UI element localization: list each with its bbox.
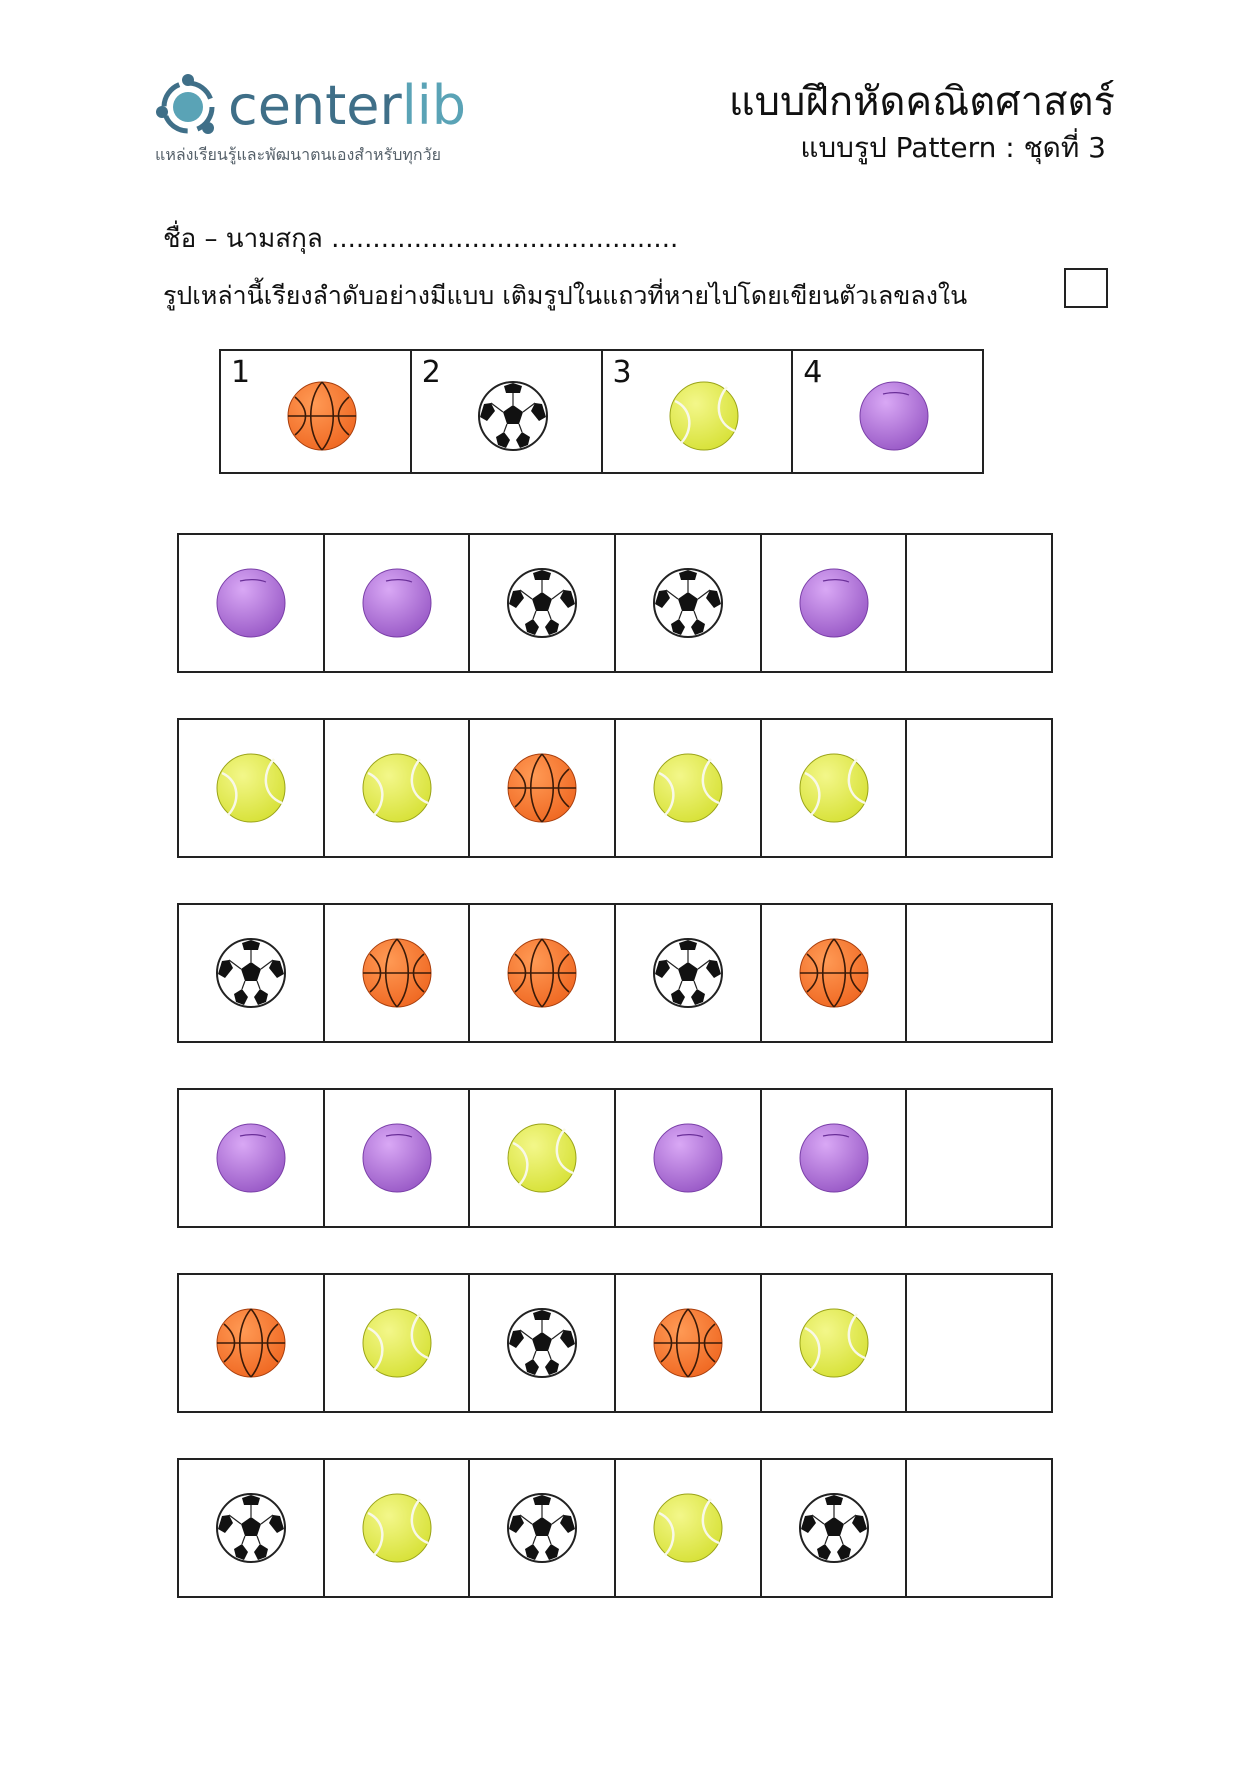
name-field-label: ชื่อ – นามสกุล ..........................................: [163, 224, 679, 254]
purple-ball-icon: [360, 566, 434, 640]
pattern-cell: [325, 1460, 471, 1596]
pattern-cell: [616, 1460, 762, 1596]
basketball-icon: [360, 936, 434, 1010]
pattern-cell: [179, 535, 325, 671]
pattern-cell: [325, 1090, 471, 1226]
blank-answer-cell[interactable]: [907, 1090, 1051, 1226]
pattern-cell: [325, 1275, 471, 1411]
purple-ball-icon: [797, 1121, 871, 1195]
pattern-row-4: [177, 1088, 1053, 1228]
logo-wordmark: centerlib: [228, 74, 467, 137]
purple-ball-icon: [214, 1121, 288, 1195]
blank-answer-cell[interactable]: [907, 1460, 1051, 1596]
pattern-cell: [762, 720, 908, 856]
logo-tagline: แหล่งเรียนรู้และพัฒนาตนเองสำหรับทุกวัย: [155, 145, 441, 164]
instruction-text: รูปเหล่านี้เรียงลำดับอย่างมีแบบ เติมรูปในแถวที่หายไปโดยเขียนตัวเลขลงใน: [163, 281, 968, 310]
pattern-cell: [762, 1090, 908, 1226]
legend-cell-4: [793, 351, 982, 472]
tennis-ball-icon: [651, 751, 725, 825]
pattern-row-3: [177, 903, 1053, 1043]
tennis-ball-icon: [360, 1491, 434, 1565]
purple-ball-icon: [651, 1121, 725, 1195]
soccer-ball-icon: [651, 936, 725, 1010]
pattern-cell: [762, 1275, 908, 1411]
basketball-icon: [285, 379, 359, 453]
tennis-ball-icon: [667, 379, 741, 453]
basketball-icon: [505, 751, 579, 825]
blank-answer-cell[interactable]: [907, 905, 1051, 1041]
pattern-cell: [179, 720, 325, 856]
pattern-cell: [616, 535, 762, 671]
legend-cell-1: [221, 351, 412, 472]
pattern-cell: [470, 1090, 616, 1226]
pattern-cell: [616, 905, 762, 1041]
pattern-row-2: [177, 718, 1053, 858]
pattern-cell: [179, 1275, 325, 1411]
blank-answer-cell[interactable]: [907, 720, 1051, 856]
soccer-ball-icon: [476, 379, 550, 453]
pattern-cell: [616, 1275, 762, 1411]
purple-ball-icon: [857, 379, 931, 453]
worksheet-title: แบบฝึกหัดคณิตศาสตร์: [728, 79, 1115, 125]
legend-number: 2: [421, 355, 441, 390]
pattern-cell: [470, 1460, 616, 1596]
pattern-cell: [616, 720, 762, 856]
purple-ball-icon: [797, 566, 871, 640]
pattern-cell: [762, 1460, 908, 1596]
purple-ball-icon: [214, 566, 288, 640]
worksheet-subtitle: แบบรูป Pattern : ชุดที่ 3: [800, 131, 1106, 164]
legend-number: 1: [231, 355, 251, 390]
soccer-ball-icon: [214, 1491, 288, 1565]
tennis-ball-icon: [360, 751, 434, 825]
ball-legend: [219, 349, 984, 474]
pattern-cell: [325, 535, 471, 671]
logo-mark-icon: [153, 72, 223, 142]
pattern-cell: [762, 905, 908, 1041]
soccer-ball-icon: [797, 1491, 871, 1565]
pattern-cell: [470, 1275, 616, 1411]
pattern-cell: [179, 905, 325, 1041]
tennis-ball-icon: [797, 1306, 871, 1380]
pattern-cell: [325, 720, 471, 856]
pattern-row-5: [177, 1273, 1053, 1413]
soccer-ball-icon: [505, 1491, 579, 1565]
blank-answer-cell[interactable]: [907, 1275, 1051, 1411]
soccer-ball-icon: [651, 566, 725, 640]
pattern-cell: [762, 535, 908, 671]
tennis-ball-icon: [214, 751, 288, 825]
pattern-cell: [325, 905, 471, 1041]
pattern-row-6: [177, 1458, 1053, 1598]
basketball-icon: [797, 936, 871, 1010]
pattern-cell: [616, 1090, 762, 1226]
basketball-icon: [651, 1306, 725, 1380]
legend-number: 4: [803, 355, 823, 390]
answer-box-example: [1064, 268, 1108, 308]
tennis-ball-icon: [505, 1121, 579, 1195]
legend-cell-3: [603, 351, 794, 472]
tennis-ball-icon: [797, 751, 871, 825]
tennis-ball-icon: [651, 1491, 725, 1565]
purple-ball-icon: [360, 1121, 434, 1195]
pattern-cell: [179, 1090, 325, 1226]
blank-answer-cell[interactable]: [907, 535, 1051, 671]
pattern-cell: [470, 905, 616, 1041]
soccer-ball-icon: [214, 936, 288, 1010]
soccer-ball-icon: [505, 1306, 579, 1380]
pattern-cell: [179, 1460, 325, 1596]
legend-cell-2: [412, 351, 603, 472]
tennis-ball-icon: [360, 1306, 434, 1380]
soccer-ball-icon: [505, 566, 579, 640]
basketball-icon: [505, 936, 579, 1010]
pattern-cell: [470, 720, 616, 856]
pattern-grid: [177, 533, 1053, 1643]
legend-number: 3: [612, 355, 632, 390]
pattern-row-1: [177, 533, 1053, 673]
basketball-icon: [214, 1306, 288, 1380]
pattern-cell: [470, 535, 616, 671]
centerlib-logo: [153, 68, 513, 168]
